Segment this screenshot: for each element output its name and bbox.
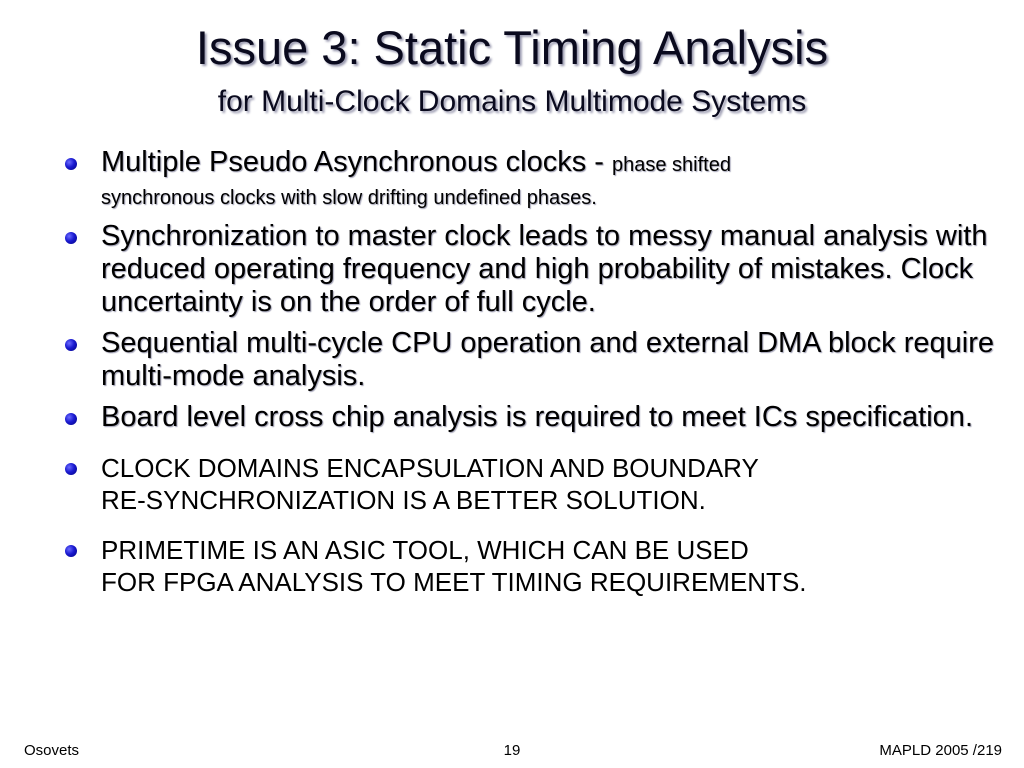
footer-page-number: 19 xyxy=(503,742,521,759)
bullet-text: Sequential multi-cycle CPU operation and external DMA block require multi-mode analysis. xyxy=(101,327,994,392)
bullet-item-synchronization xyxy=(60,220,1000,319)
bullet-separator: - xyxy=(586,146,612,178)
bullet-icon xyxy=(65,232,77,244)
bullet-item-board-level xyxy=(60,401,1000,434)
bullet-icon xyxy=(65,158,77,170)
bullet-icon xyxy=(65,339,77,351)
bullet-icon xyxy=(65,413,77,425)
bullet-main-text: Multiple Pseudo Asynchronous clocks xyxy=(101,146,587,178)
footer-author: Osovets xyxy=(24,742,80,759)
bullet-detail-text: phase shifted xyxy=(611,154,731,176)
bullet-list xyxy=(60,146,1000,598)
bullet-text: Board level cross chip analysis is required to meet ICs specification. xyxy=(101,401,973,433)
bullet-item-primetime xyxy=(60,534,1000,598)
bullet-detail-text-continued: synchronous clocks with slow drifting undefined phases. xyxy=(101,187,597,209)
slide-title: Issue 3: Static Timing Analysis xyxy=(195,21,829,74)
slide-subtitle: for Multi-Clock Domains Multimode Systems xyxy=(217,85,807,118)
bullet-text-line1: PRIMETIME IS AN ASIC TOOL, WHICH CAN BE USED xyxy=(101,535,749,565)
bullet-text-line2: FOR FPGA ANALYSIS TO MEET TIMING REQUIREMENTS. xyxy=(101,567,807,597)
footer-conference: MAPLD 2005 /219 xyxy=(879,742,1002,759)
bullet-text: Synchronization to master clock leads to messy manual analysis with reduced operating frequency and high probability of mistakes. Clock uncertainty is on the order of full cycle. xyxy=(101,220,988,318)
bullet-text-line2: RE-SYNCHRONIZATION IS A BETTER SOLUTION. xyxy=(101,485,706,515)
bullet-icon xyxy=(65,463,77,475)
bullet-text-line1: CLOCK DOMAINS ENCAPSULATION AND BOUNDARY xyxy=(101,453,759,483)
bullet-item-clock-domains xyxy=(60,452,1000,516)
bullet-item-multi-cycle-cpu xyxy=(60,327,1000,393)
bullet-item-pseudo-async-clocks xyxy=(60,146,1000,212)
bullet-icon xyxy=(65,545,77,557)
